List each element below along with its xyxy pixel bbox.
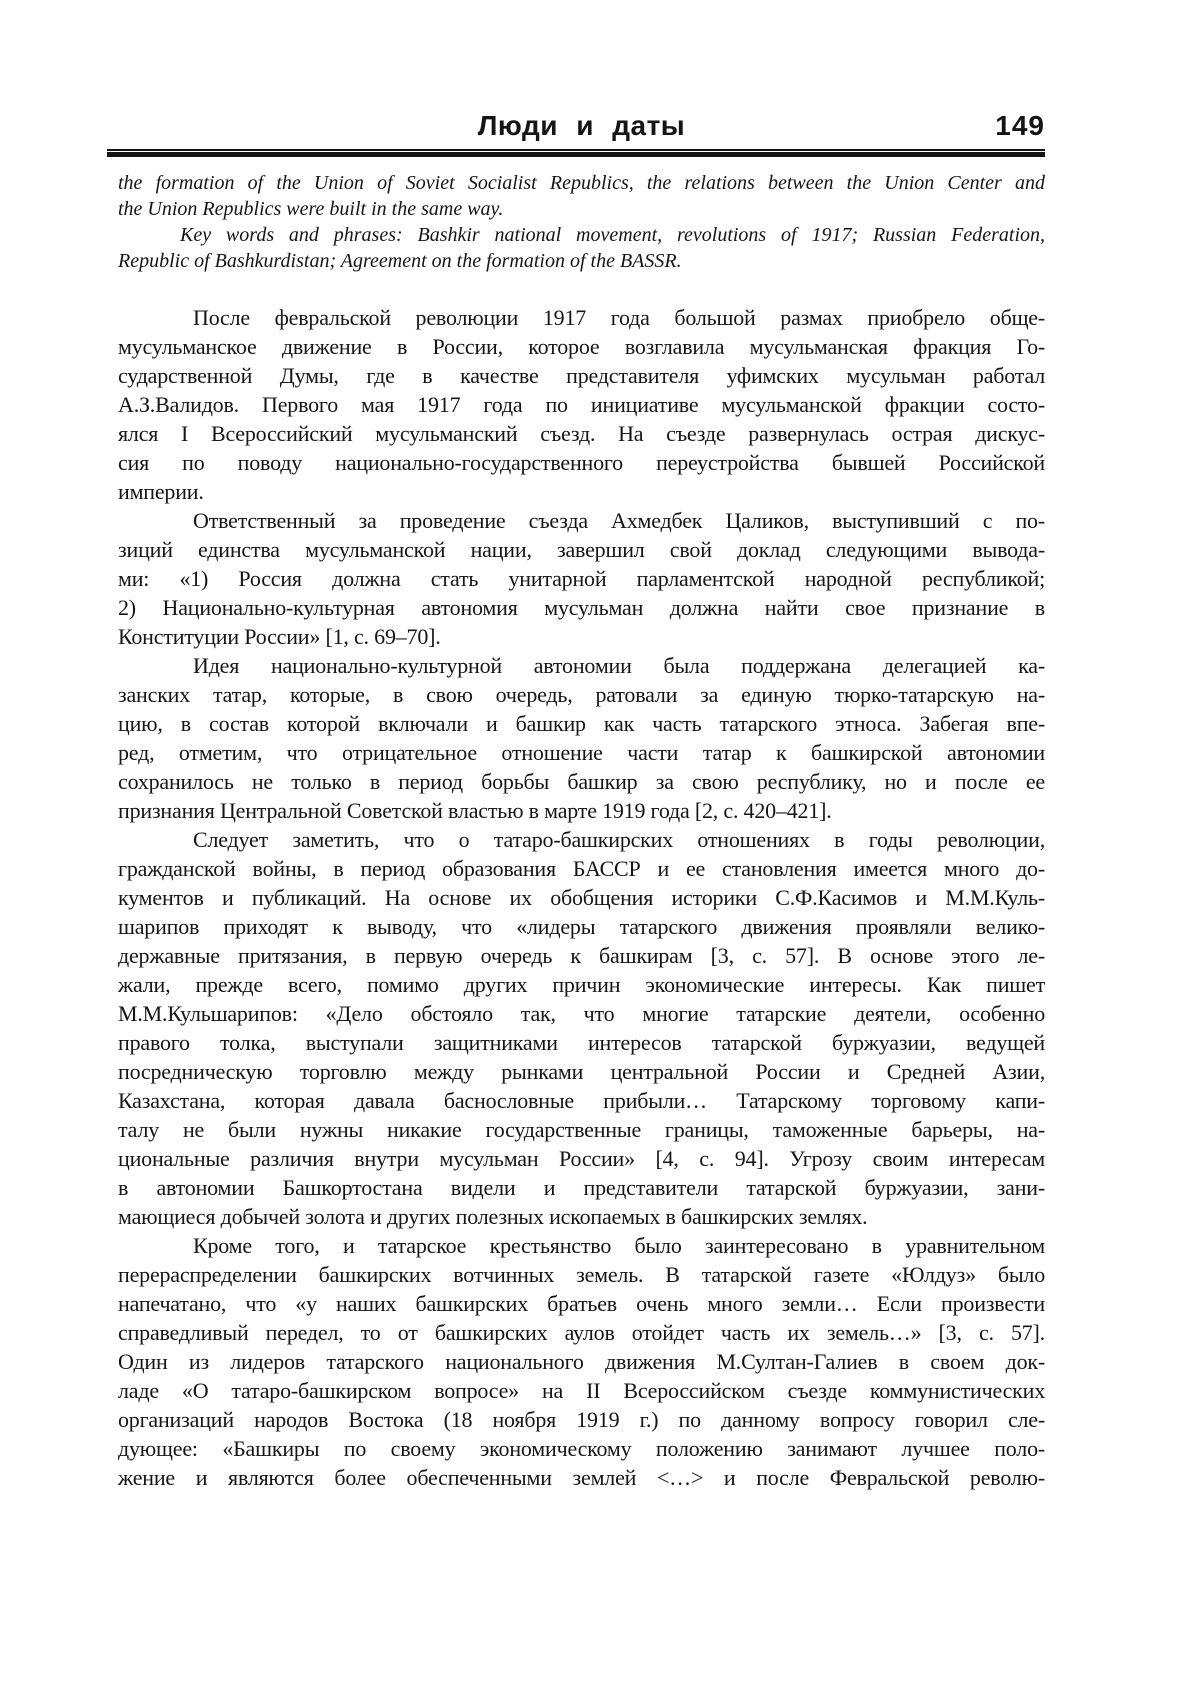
body-text-line: талу не были нужны никакие государственные границы, таможенные барьеры, на- (118, 1117, 1045, 1142)
body-text-line: мусульманское движение в России, которое возглавила мусульманская фракция Го- (118, 334, 1045, 359)
body-text-line: империи. (118, 479, 204, 504)
body-text-line: 2) Национально-культурная автономия мусульман должна найти свое признание в (118, 595, 1045, 620)
body-text-line: жение и являются более обеспеченными землей <…> и после Февральской револю- (118, 1465, 1045, 1490)
body-text-line: цию, в состав которой включали и башкир как часть татарского этноса. Забегая впе- (118, 711, 1045, 736)
body-text-line: Следует заметить, что о татаро-башкирских отношениях в годы революции, (193, 827, 1045, 852)
body-text-line: шарипов приходят к выводу, что «лидеры татарского движения проявляли велико- (118, 914, 1045, 939)
article-body-text (118, 303, 1045, 1492)
body-text-line: М.М.Кульшарипов: «Дело обстояло так, что многие татарские деятели, особенно (118, 1001, 1045, 1026)
body-text-line: перераспределении башкирских вотчинных земель. В татарской газете «Юлдуз» было (118, 1262, 1045, 1287)
body-text-line: напечатано, что «у наших башкирских братьев очень много земли… Если произвести (118, 1291, 1045, 1316)
body-text-line: сохранилось не только в период борьбы башкир за свою республику, но и после ее (118, 769, 1045, 794)
body-text-line: Казахстана, которая давала баснословные прибыли… Татарскому торговому капи- (118, 1088, 1045, 1113)
body-text-line: ялся I Всероссийский мусульманский съезд. На съезде развернулась острая дискус- (118, 421, 1045, 446)
body-text-line: Один из лидеров татарского национального движения М.Султан-Галиев в своем док- (118, 1349, 1045, 1374)
body-text-line: справедливый передел, то от башкирских аулов отойдет часть их земель…» [3, с. 57]. (118, 1320, 1045, 1345)
body-text-line: Кроме того, и татарское крестьянство было заинтересовано в уравнительном (193, 1233, 1045, 1258)
body-text-line: сударственной Думы, где в качестве представителя уфимских мусульман работал (118, 363, 1045, 388)
abstract-text-line: the Union Republics were built in the same way. (118, 198, 504, 220)
body-text-line: зиций единства мусульманской нации, завершил свой доклад следующими вывода- (118, 537, 1045, 562)
body-text-line: мающиеся добычей золота и других полезных ископаемых в башкирских землях. (118, 1204, 868, 1229)
body-text-line: державные притязания, в первую очередь к башкирам [3, с. 57]. В основе этого ле- (118, 943, 1045, 968)
body-text-line: признания Центральной Советской властью в марте 1919 года [2, с. 420–421]. (118, 798, 832, 823)
body-text-line: кументов и публикаций. На основе их обобщения историки С.Ф.Касимов и М.М.Куль- (118, 885, 1045, 910)
page-number: 149 (995, 110, 1045, 141)
running-head-title: Люди и даты (477, 110, 686, 141)
body-text-line: ладе «О татаро-башкирском вопросе» на II Всероссийском съезде коммунистических (118, 1378, 1045, 1403)
body-text-line: ми: «1) Россия должна стать унитарной парламентской народной республикой; (118, 566, 1045, 591)
body-text-line: посредническую торговлю между рынками центральной России и Средней Азии, (118, 1059, 1045, 1084)
body-text-line: занских татар, которые, в свою очередь, ратовали за единую тюрко-татарскую на- (118, 682, 1045, 707)
body-text-line: правого толка, выступали защитниками интересов татарской буржуазии, ведущей (118, 1030, 1045, 1055)
body-text-line: жали, прежде всего, помимо других причин экономические интересы. Как пишет (118, 972, 1045, 997)
content-area (118, 0, 1045, 1698)
body-text-line: циональные различия внутри мусульман России» [4, с. 94]. Угрозу своим интересам (118, 1146, 1045, 1171)
body-text-line: ред, отметим, что отрицательное отношение части татар к башкирской автономии (118, 740, 1045, 765)
abstract-text-line: the formation of the Union of Soviet Socialist Republics, the relations between the Union Center and (118, 172, 1045, 194)
header-rule (107, 149, 1045, 157)
body-text-line: А.З.Валидов. Первого мая 1917 года по инициативе мусульманской фракции состо- (118, 392, 1045, 417)
body-text-line: Ответственный за проведение съезда Ахмедбек Цаликов, выступивший с по- (193, 508, 1045, 533)
body-text-line: дующее: «Башкиры по своему экономическому положению занимают лучшее поло- (118, 1436, 1045, 1461)
abstract-text-line: Key words and phrases: Bashkir national movement, revolutions of 1917; Russian Federation, (180, 224, 1045, 246)
body-text-line: Идея национально-культурной автономии была поддержана делегацией ка- (193, 653, 1045, 678)
body-text-line: в автономии Башкортостана видели и представители татарской буржуазии, зани- (118, 1175, 1045, 1200)
abstract-english-block (118, 170, 1045, 274)
body-text-line: После февральской революции 1917 года большой размах приобрело обще- (193, 305, 1045, 330)
abstract-text-line: Republic of Bashkurdistan; Agreement on the formation of the BASSR. (118, 250, 682, 272)
body-text-line: гражданской войны, в период образования БАССР и ее становления имеется много до- (118, 856, 1045, 881)
body-text-line: организаций народов Востока (18 ноября 1919 г.) по данному вопросу говорил сле- (118, 1407, 1045, 1432)
body-text-line: Конституции России» [1, с. 69–70]. (118, 624, 441, 649)
body-text-line: сия по поводу национально-государственного переустройства бывшей Российской (118, 450, 1045, 475)
